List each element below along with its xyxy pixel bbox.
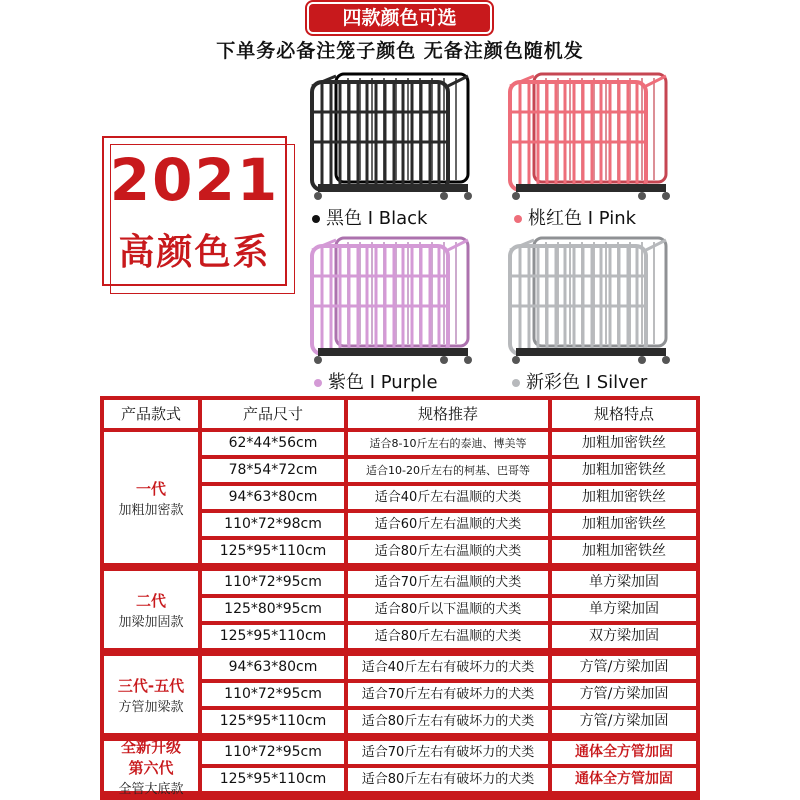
generation-subtitle: 方管加梁款: [118, 699, 184, 715]
year-badge: [102, 136, 287, 286]
recommendation-cell: 适合40斤左右有破坏力的犬类: [348, 656, 548, 679]
recommendation-cell: 适合80斤左右温顺的犬类: [348, 540, 548, 563]
recommendation-cell: 适合8-10斤左右的泰迪、博美等: [348, 432, 548, 455]
cage-silver-image: [506, 236, 676, 366]
year-tagline: 高颜色系: [118, 232, 271, 273]
purple-dot-icon: [314, 379, 322, 387]
table-header-cell: 规格推荐: [348, 400, 548, 428]
recommendation-cell: 适合80斤左右温顺的犬类: [348, 625, 548, 648]
size-cell: 78*54*72cm: [202, 459, 344, 482]
size-cell: 110*72*95cm: [202, 741, 344, 764]
feature-cell: 方管/方梁加固: [552, 710, 696, 733]
feature-cell: 通体全方管加固: [552, 741, 696, 764]
recommendation-cell: 适合70斤左右有破坏力的犬类: [348, 741, 548, 764]
size-cell: 125*95*110cm: [202, 625, 344, 648]
size-cell: 125*95*110cm: [202, 540, 344, 563]
recommendation-cell: 适合80斤以下温顺的犬类: [348, 598, 548, 621]
size-cell: 110*72*95cm: [202, 571, 344, 594]
recommendation-cell: 适合40斤左右温顺的犬类: [348, 486, 548, 509]
cage-label-black: 黑色 I Black: [312, 204, 427, 230]
size-cell: 125*95*110cm: [202, 768, 344, 791]
recommendation-cell: 适合60斤左右温顺的犬类: [348, 513, 548, 536]
size-cell: 110*72*98cm: [202, 513, 344, 536]
recommendation-cell: 适合70斤左右有破坏力的犬类: [348, 683, 548, 706]
black-dot-icon: [312, 215, 320, 223]
feature-cell: 加粗加密铁丝: [552, 459, 696, 482]
generation-name: 一代: [135, 479, 166, 498]
spec-table: [100, 396, 700, 800]
pink-dot-icon: [514, 215, 522, 223]
cage-label-pink: 桃红色 I Pink: [514, 204, 636, 230]
cage-pink-image: [506, 72, 676, 202]
cage-black-image: [308, 72, 478, 202]
feature-cell: 通体全方管加固: [552, 768, 696, 791]
recommendation-cell: 适合80斤左右有破坏力的犬类: [348, 710, 548, 733]
recommendation-cell: 适合10-20斤左右的柯基、巴哥等: [348, 459, 548, 482]
year-number: 2021: [109, 146, 280, 214]
size-cell: 94*63*80cm: [202, 656, 344, 679]
cage-label-purple: 紫色 I Purple: [314, 368, 438, 394]
feature-cell: 加粗加密铁丝: [552, 432, 696, 455]
feature-cell: 加粗加密铁丝: [552, 486, 696, 509]
silver-dot-icon: [512, 379, 520, 387]
recommendation-cell: 适合70斤左右温顺的犬类: [348, 571, 548, 594]
feature-cell: 单方梁加固: [552, 598, 696, 621]
color-options-banner: 四款颜色可选: [307, 2, 492, 34]
generation-name: 全新升级: [120, 737, 181, 756]
generation-subtitle: 加梁加固款: [118, 614, 184, 630]
generation-cell: [104, 656, 198, 733]
feature-cell: 加粗加密铁丝: [552, 540, 696, 563]
generation-name: 三代-五代: [117, 676, 185, 695]
size-cell: 125*95*110cm: [202, 710, 344, 733]
size-cell: 110*72*95cm: [202, 683, 344, 706]
generation-cell: [104, 432, 198, 563]
generation-name: 二代: [135, 591, 166, 610]
feature-cell: 单方梁加固: [552, 571, 696, 594]
generation-cell: [104, 571, 198, 648]
feature-cell: 双方梁加固: [552, 625, 696, 648]
generation-name-line2: 第六代: [128, 758, 174, 777]
recommendation-cell: 适合80斤左右有破坏力的犬类: [348, 768, 548, 791]
size-cell: 125*80*95cm: [202, 598, 344, 621]
feature-cell: 方管/方梁加固: [552, 683, 696, 706]
size-cell: 62*44*56cm: [202, 432, 344, 455]
cage-label-silver: 新彩色 I Silver: [512, 368, 647, 394]
generation-cell: [104, 737, 198, 797]
table-header-cell: 产品款式: [104, 400, 198, 428]
size-cell: 94*63*80cm: [202, 486, 344, 509]
feature-cell: 方管/方梁加固: [552, 656, 696, 679]
table-header-cell: 产品尺寸: [202, 400, 344, 428]
generation-subtitle: 加粗加密款: [118, 502, 184, 518]
generation-subtitle: 全管大底款: [118, 781, 184, 797]
order-note: 下单务必备注笼子颜色 无备注颜色随机发: [216, 40, 584, 62]
table-header-cell: 规格特点: [552, 400, 696, 428]
feature-cell: 加粗加密铁丝: [552, 513, 696, 536]
cage-purple-image: [308, 236, 478, 366]
